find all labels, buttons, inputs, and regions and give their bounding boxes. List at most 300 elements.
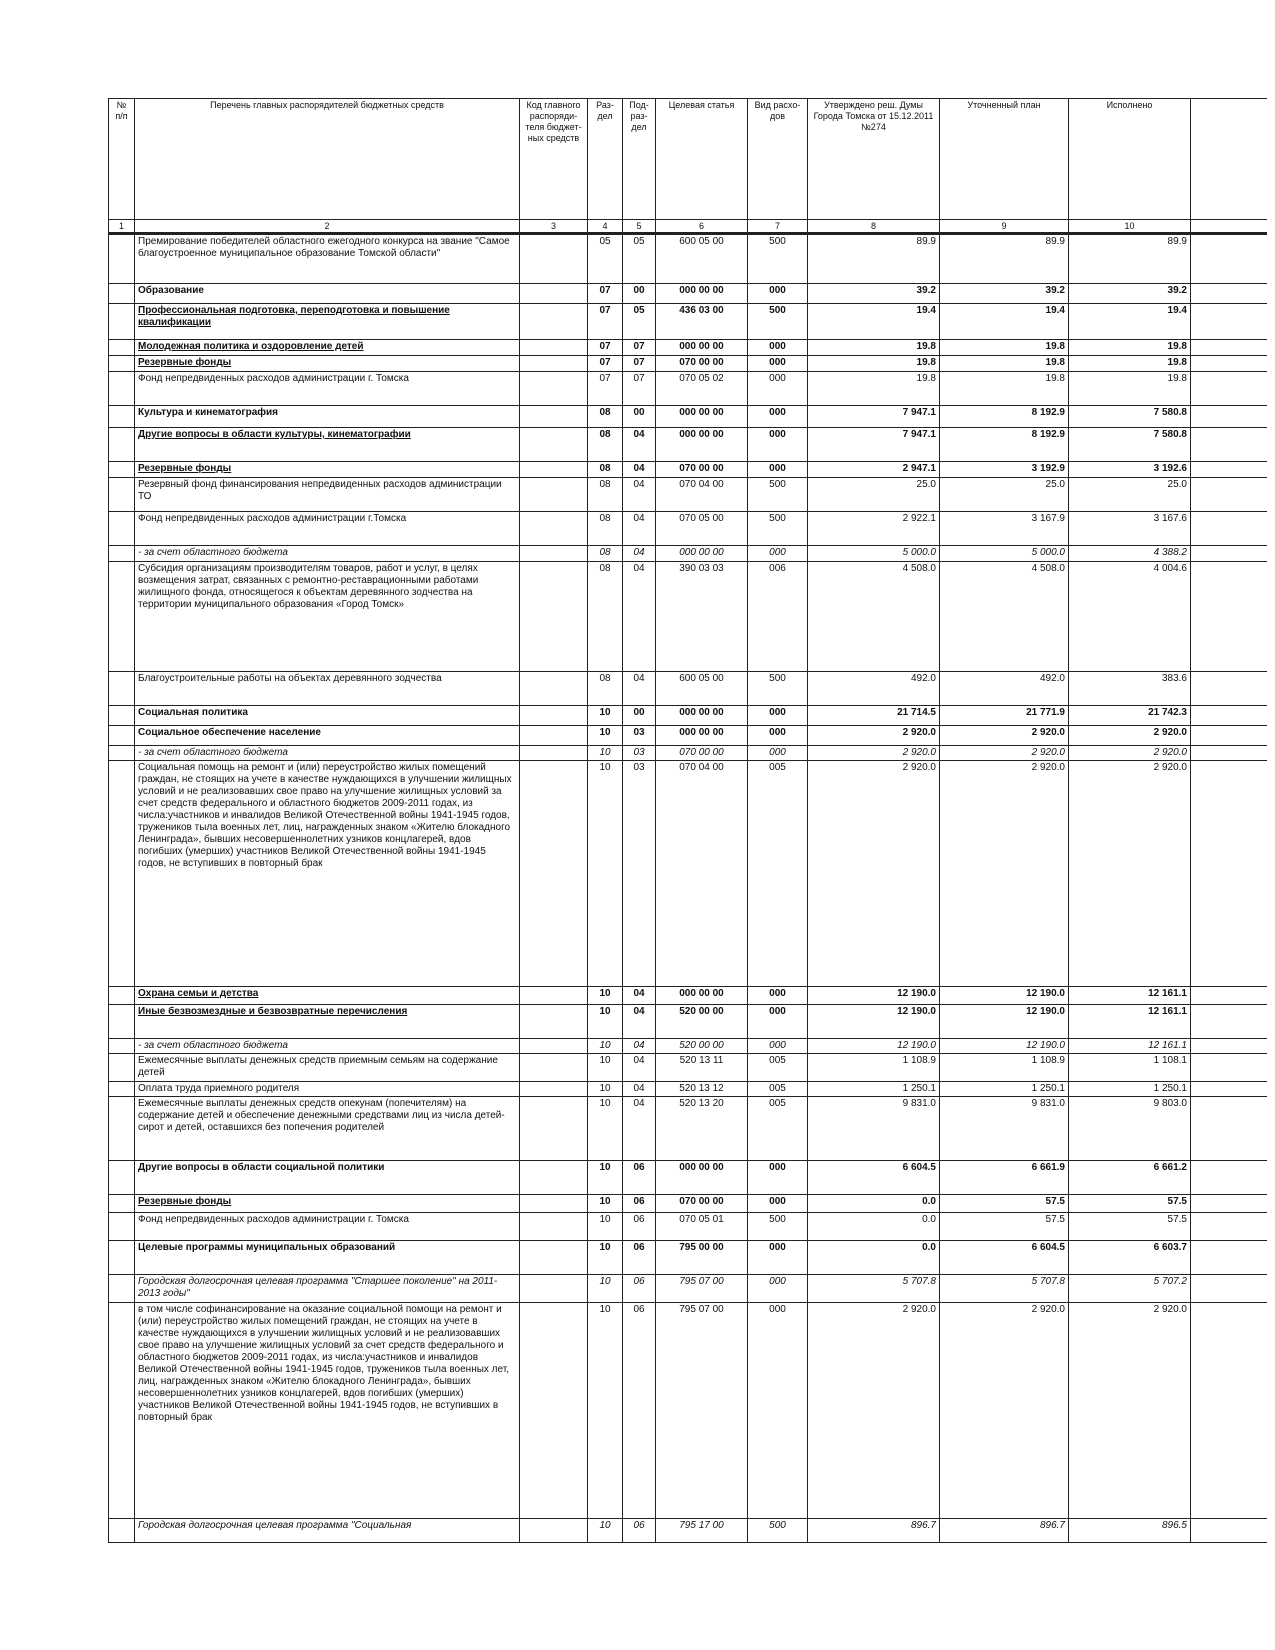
row-statya-cell: 070 00 00 — [656, 1195, 748, 1213]
row-plan-cell: 8 192.9 — [940, 428, 1069, 462]
row-podrazdel-cell: 04 — [623, 478, 656, 512]
row-plan-cell: 57.5 — [940, 1195, 1069, 1213]
row-approved-cell: 2 920.0 — [808, 761, 940, 987]
col-header-code: Код главного распоряди-теля бюджет-ных средств — [520, 99, 588, 220]
row-razdel-cell: 05 — [588, 234, 623, 284]
row-plan-cell: 19.8 — [940, 340, 1069, 356]
row-razdel-cell: 10 — [588, 1005, 623, 1039]
row-name-cell: Социальная помощь на ремонт и (или) переустройство жилых помещений граждан, не стоящих на учете в качестве нуждающихся в улучшении жилищных условий и не реализовавших свое право на улучшение жилищных условий за счет средств федерального и областного бюджетов 2009-2011 годах, из числа:участников и инвалидов Великой Отечественной войны 1941-1945 годов, тружеников тыла военных лет, лиц, награжденных знаком «Жителю блокадного Ленинграда», бывших несовершеннолетних узников концлагерей, вдов погибших (умерших) участников Великой Отечественной войны 1941-1945 годов, не вступивших в повторный брак — [135, 761, 520, 987]
row-number-cell — [109, 1303, 135, 1519]
row-number-cell — [109, 1213, 135, 1241]
row-vid-cell: 000 — [748, 428, 808, 462]
row-extra-cell — [1191, 234, 1275, 284]
row-name-cell: Субсидия организациям производителям товаров, работ и услуг, в целях возмещения затрат, связанных с ремонтно-реставрационными работами жилищного фонда, относящегося к объектам деревянного зодчества на территории муниципального образования «Город Томск» — [135, 562, 520, 672]
row-plan-cell: 19.8 — [940, 372, 1069, 406]
row-extra-cell — [1191, 1097, 1275, 1161]
row-vid-cell: 006 — [748, 562, 808, 672]
row-razdel-cell: 07 — [588, 372, 623, 406]
row-extra-cell — [1191, 428, 1275, 462]
row-extra-cell — [1191, 1161, 1275, 1195]
row-executed-cell: 5 707.2 — [1069, 1275, 1191, 1303]
row-code-cell — [520, 1303, 588, 1519]
row-podrazdel-cell: 06 — [623, 1519, 656, 1543]
row-razdel-cell: 08 — [588, 562, 623, 672]
row-number-cell — [109, 406, 135, 428]
row-vid-cell: 000 — [748, 1039, 808, 1054]
row-name-cell: Ежемесячные выплаты денежных средств приемным семьям на содержание детей — [135, 1054, 520, 1082]
row-number-cell — [109, 478, 135, 512]
row-plan-cell: 19.8 — [940, 356, 1069, 372]
row-plan-cell: 2 920.0 — [940, 1303, 1069, 1519]
row-approved-cell: 2 947.1 — [808, 462, 940, 478]
row-statya-cell: 070 04 00 — [656, 761, 748, 987]
row-vid-cell: 005 — [748, 1097, 808, 1161]
row-plan-cell: 12 190.0 — [940, 987, 1069, 1005]
row-executed-cell: 1 250.1 — [1069, 1082, 1191, 1097]
row-vid-cell: 000 — [748, 726, 808, 746]
row-podrazdel-cell: 07 — [623, 340, 656, 356]
row-number-cell — [109, 284, 135, 304]
row-number-cell — [109, 1005, 135, 1039]
row-code-cell — [520, 406, 588, 428]
row-plan-cell: 2 920.0 — [940, 761, 1069, 987]
row-number-cell — [109, 562, 135, 672]
row-statya-cell: 000 00 00 — [656, 726, 748, 746]
row-code-cell — [520, 1082, 588, 1097]
page-edge — [1267, 98, 1275, 1650]
row-podrazdel-cell: 00 — [623, 284, 656, 304]
row-name-cell: Фонд непредвиденных расходов администрации г.Томска — [135, 512, 520, 546]
row-extra-cell — [1191, 1303, 1275, 1519]
row-razdel-cell: 07 — [588, 340, 623, 356]
row-extra-cell — [1191, 406, 1275, 428]
row-extra-cell — [1191, 1275, 1275, 1303]
row-name-cell: Социальная политика — [135, 706, 520, 726]
row-number-cell — [109, 987, 135, 1005]
row-podrazdel-cell: 04 — [623, 546, 656, 562]
row-code-cell — [520, 1195, 588, 1213]
row-executed-cell: 19.8 — [1069, 356, 1191, 372]
row-number-cell — [109, 1241, 135, 1275]
row-vid-cell: 000 — [748, 1195, 808, 1213]
colnum: 3 — [520, 220, 588, 234]
row-name-cell: Профессиональная подготовка, переподготовка и повышение квалификации — [135, 304, 520, 340]
row-podrazdel-cell: 04 — [623, 462, 656, 478]
row-approved-cell: 7 947.1 — [808, 428, 940, 462]
row-approved-cell: 2 920.0 — [808, 1303, 940, 1519]
row-statya-cell: 070 00 00 — [656, 356, 748, 372]
row-statya-cell: 520 00 00 — [656, 1005, 748, 1039]
row-number-cell — [109, 761, 135, 987]
row-vid-cell: 500 — [748, 234, 808, 284]
row-name-cell: Иные безвозмездные и безвозвратные перечисления — [135, 1005, 520, 1039]
row-number-cell — [109, 726, 135, 746]
row-vid-cell: 000 — [748, 987, 808, 1005]
row-extra-cell — [1191, 706, 1275, 726]
row-extra-cell — [1191, 1213, 1275, 1241]
table-row — [109, 462, 1275, 478]
row-number-cell — [109, 1519, 135, 1543]
row-statya-cell: 070 05 02 — [656, 372, 748, 406]
row-code-cell — [520, 284, 588, 304]
row-code-cell — [520, 1241, 588, 1275]
row-executed-cell: 4 388.2 — [1069, 546, 1191, 562]
row-approved-cell: 6 604.5 — [808, 1161, 940, 1195]
row-extra-cell — [1191, 672, 1275, 706]
row-vid-cell: 500 — [748, 1213, 808, 1241]
table-row — [109, 1082, 1275, 1097]
row-approved-cell: 12 190.0 — [808, 1039, 940, 1054]
row-name-cell: Молодежная политика и оздоровление детей — [135, 340, 520, 356]
row-number-cell — [109, 1097, 135, 1161]
row-vid-cell: 000 — [748, 546, 808, 562]
row-approved-cell: 7 947.1 — [808, 406, 940, 428]
row-plan-cell: 492.0 — [940, 672, 1069, 706]
row-executed-cell: 2 920.0 — [1069, 1303, 1191, 1519]
row-number-cell — [109, 304, 135, 340]
row-approved-cell: 19.4 — [808, 304, 940, 340]
row-podrazdel-cell: 06 — [623, 1303, 656, 1519]
col-header-extra — [1191, 99, 1275, 220]
row-statya-cell: 520 13 11 — [656, 1054, 748, 1082]
row-code-cell — [520, 987, 588, 1005]
row-code-cell — [520, 672, 588, 706]
table-row — [109, 746, 1275, 761]
row-statya-cell: 070 00 00 — [656, 746, 748, 761]
table-row — [109, 987, 1275, 1005]
row-statya-cell: 795 17 00 — [656, 1519, 748, 1543]
colnum: 10 — [1069, 220, 1191, 234]
row-plan-cell: 2 920.0 — [940, 746, 1069, 761]
row-statya-cell: 070 00 00 — [656, 462, 748, 478]
row-code-cell — [520, 726, 588, 746]
row-statya-cell: 520 13 12 — [656, 1082, 748, 1097]
row-number-cell — [109, 1195, 135, 1213]
row-extra-cell — [1191, 1241, 1275, 1275]
row-statya-cell: 520 13 20 — [656, 1097, 748, 1161]
colnum: 1 — [109, 220, 135, 234]
row-name-cell: - за счет областного бюджета — [135, 746, 520, 761]
row-approved-cell: 4 508.0 — [808, 562, 940, 672]
row-podrazdel-cell: 05 — [623, 304, 656, 340]
row-executed-cell: 19.4 — [1069, 304, 1191, 340]
row-statya-cell: 390 03 03 — [656, 562, 748, 672]
row-statya-cell: 436 03 00 — [656, 304, 748, 340]
row-podrazdel-cell: 04 — [623, 1005, 656, 1039]
row-number-cell — [109, 1275, 135, 1303]
row-number-cell — [109, 1161, 135, 1195]
row-razdel-cell: 08 — [588, 478, 623, 512]
row-extra-cell — [1191, 478, 1275, 512]
table-row — [109, 672, 1275, 706]
row-code-cell — [520, 1039, 588, 1054]
row-number-cell — [109, 1054, 135, 1082]
row-statya-cell: 795 00 00 — [656, 1241, 748, 1275]
row-code-cell — [520, 1275, 588, 1303]
row-razdel-cell: 08 — [588, 406, 623, 428]
row-vid-cell: 000 — [748, 1161, 808, 1195]
table-row — [109, 1039, 1275, 1054]
row-razdel-cell: 10 — [588, 1097, 623, 1161]
row-plan-cell: 57.5 — [940, 1213, 1069, 1241]
row-vid-cell: 000 — [748, 1275, 808, 1303]
row-statya-cell: 000 00 00 — [656, 706, 748, 726]
row-podrazdel-cell: 03 — [623, 746, 656, 761]
row-extra-cell — [1191, 372, 1275, 406]
row-statya-cell: 070 05 01 — [656, 1213, 748, 1241]
row-plan-cell: 6 604.5 — [940, 1241, 1069, 1275]
table-row — [109, 1005, 1275, 1039]
row-executed-cell: 19.8 — [1069, 340, 1191, 356]
row-statya-cell: 600 05 00 — [656, 234, 748, 284]
table-row — [109, 1054, 1275, 1082]
table-row — [109, 1213, 1275, 1241]
row-approved-cell: 0.0 — [808, 1195, 940, 1213]
row-vid-cell: 000 — [748, 356, 808, 372]
row-statya-cell: 000 00 00 — [656, 406, 748, 428]
column-numbers-row — [109, 220, 1275, 234]
table-row — [109, 1161, 1275, 1195]
row-approved-cell: 89.9 — [808, 234, 940, 284]
row-code-cell — [520, 746, 588, 761]
row-razdel-cell: 10 — [588, 987, 623, 1005]
row-podrazdel-cell: 04 — [623, 1082, 656, 1097]
row-number-cell — [109, 356, 135, 372]
row-extra-cell — [1191, 340, 1275, 356]
row-number-cell — [109, 1082, 135, 1097]
col-header-vid: Вид расхо-дов — [748, 99, 808, 220]
row-plan-cell: 1 108.9 — [940, 1054, 1069, 1082]
row-razdel-cell: 10 — [588, 761, 623, 987]
row-code-cell — [520, 1161, 588, 1195]
row-plan-cell: 896.7 — [940, 1519, 1069, 1543]
row-number-cell — [109, 706, 135, 726]
row-extra-cell — [1191, 1082, 1275, 1097]
budget-table — [108, 98, 1275, 1543]
row-code-cell — [520, 304, 588, 340]
table-row — [109, 284, 1275, 304]
row-plan-cell: 12 190.0 — [940, 1005, 1069, 1039]
table-row — [109, 340, 1275, 356]
row-vid-cell: 000 — [748, 1241, 808, 1275]
row-approved-cell: 5 000.0 — [808, 546, 940, 562]
row-name-cell: Резервные фонды — [135, 1195, 520, 1213]
row-executed-cell: 7 580.8 — [1069, 428, 1191, 462]
table-row — [109, 1275, 1275, 1303]
row-number-cell — [109, 1039, 135, 1054]
row-statya-cell: 795 07 00 — [656, 1275, 748, 1303]
row-code-cell — [520, 428, 588, 462]
row-approved-cell: 2 922.1 — [808, 512, 940, 546]
row-extra-cell — [1191, 1519, 1275, 1543]
row-razdel-cell: 10 — [588, 1213, 623, 1241]
table-row — [109, 546, 1275, 562]
row-executed-cell: 383.6 — [1069, 672, 1191, 706]
row-name-cell: Городская долгосрочная целевая программа "Социальная — [135, 1519, 520, 1543]
row-extra-cell — [1191, 1195, 1275, 1213]
row-executed-cell: 89.9 — [1069, 234, 1191, 284]
row-approved-cell: 1 250.1 — [808, 1082, 940, 1097]
row-vid-cell: 005 — [748, 1054, 808, 1082]
row-approved-cell: 896.7 — [808, 1519, 940, 1543]
row-code-cell — [520, 340, 588, 356]
row-approved-cell: 0.0 — [808, 1213, 940, 1241]
row-vid-cell: 000 — [748, 284, 808, 304]
colnum: 6 — [656, 220, 748, 234]
row-razdel-cell: 10 — [588, 1195, 623, 1213]
row-approved-cell: 21 714.5 — [808, 706, 940, 726]
table-row — [109, 428, 1275, 462]
row-name-cell: Фонд непредвиденных расходов администрации г. Томска — [135, 1213, 520, 1241]
row-number-cell — [109, 234, 135, 284]
row-podrazdel-cell: 04 — [623, 1097, 656, 1161]
row-extra-cell — [1191, 761, 1275, 987]
header-row — [109, 99, 1275, 220]
row-razdel-cell: 10 — [588, 726, 623, 746]
row-podrazdel-cell: 06 — [623, 1161, 656, 1195]
row-number-cell — [109, 372, 135, 406]
row-executed-cell: 57.5 — [1069, 1213, 1191, 1241]
row-number-cell — [109, 546, 135, 562]
row-plan-cell: 5 707.8 — [940, 1275, 1069, 1303]
table-row — [109, 512, 1275, 546]
row-razdel-cell: 10 — [588, 1241, 623, 1275]
row-code-cell — [520, 372, 588, 406]
table-row — [109, 1195, 1275, 1213]
row-executed-cell: 12 161.1 — [1069, 1005, 1191, 1039]
table-row — [109, 761, 1275, 987]
row-code-cell — [520, 1005, 588, 1039]
row-number-cell — [109, 672, 135, 706]
row-plan-cell: 2 920.0 — [940, 726, 1069, 746]
row-executed-cell: 6 603.7 — [1069, 1241, 1191, 1275]
row-code-cell — [520, 1519, 588, 1543]
row-vid-cell: 005 — [748, 761, 808, 987]
row-podrazdel-cell: 04 — [623, 1054, 656, 1082]
row-approved-cell: 12 190.0 — [808, 1005, 940, 1039]
row-razdel-cell: 10 — [588, 706, 623, 726]
row-plan-cell: 6 661.9 — [940, 1161, 1069, 1195]
row-extra-cell — [1191, 462, 1275, 478]
table-row — [109, 1241, 1275, 1275]
row-vid-cell: 000 — [748, 406, 808, 428]
row-vid-cell: 000 — [748, 462, 808, 478]
row-razdel-cell: 07 — [588, 284, 623, 304]
row-razdel-cell: 10 — [588, 1039, 623, 1054]
row-razdel-cell: 08 — [588, 546, 623, 562]
row-name-cell: Резервные фонды — [135, 462, 520, 478]
row-approved-cell: 2 920.0 — [808, 726, 940, 746]
row-razdel-cell: 08 — [588, 428, 623, 462]
row-executed-cell: 2 920.0 — [1069, 761, 1191, 987]
row-executed-cell: 25.0 — [1069, 478, 1191, 512]
row-executed-cell: 1 108.1 — [1069, 1054, 1191, 1082]
colnum: 4 — [588, 220, 623, 234]
row-statya-cell: 000 00 00 — [656, 1161, 748, 1195]
row-extra-cell — [1191, 562, 1275, 672]
col-header-number: № п/п — [109, 99, 135, 220]
row-vid-cell: 500 — [748, 478, 808, 512]
row-executed-cell: 39.2 — [1069, 284, 1191, 304]
table-row — [109, 1519, 1275, 1543]
row-vid-cell: 000 — [748, 340, 808, 356]
table-row — [109, 478, 1275, 512]
row-extra-cell — [1191, 304, 1275, 340]
colnum: 8 — [808, 220, 940, 234]
row-name-cell: Целевые программы муниципальных образований — [135, 1241, 520, 1275]
row-vid-cell: 000 — [748, 746, 808, 761]
row-razdel-cell: 10 — [588, 746, 623, 761]
row-executed-cell: 57.5 — [1069, 1195, 1191, 1213]
row-statya-cell: 000 00 00 — [656, 340, 748, 356]
row-vid-cell: 005 — [748, 1082, 808, 1097]
row-name-cell: в том числе софинансирование на оказание социальной помощи на ремонт и (или) переустройство жилых помещений граждан, не стоящих на учете в качестве нуждающихся в улучшении жилищных условий и не реализовавших свое право на улучшение жилищных условий за счет средств федерального и областного бюджетов 2009-2011 годах, из числа:участников и инвалидов Великой Отечественной войны 1941-1945 годов, тружеников тыла военных лет, лиц, награжденных знаком «Жителю блокадного Ленинграда», бывших несовершеннолетних узников концлагерей, вдов погибших (умерших) участников Великой Отечественной войны 1941-1945 годов, не вступивших в повторный брак — [135, 1303, 520, 1519]
col-header-podrazdel: Под-раз-дел — [623, 99, 656, 220]
row-extra-cell — [1191, 284, 1275, 304]
row-executed-cell: 4 004.6 — [1069, 562, 1191, 672]
row-executed-cell: 12 161.1 — [1069, 987, 1191, 1005]
row-extra-cell — [1191, 1005, 1275, 1039]
row-code-cell — [520, 562, 588, 672]
row-name-cell: Фонд непредвиденных расходов администрации г. Томска — [135, 372, 520, 406]
table-row — [109, 1097, 1275, 1161]
row-vid-cell: 500 — [748, 1519, 808, 1543]
row-plan-cell: 21 771.9 — [940, 706, 1069, 726]
row-podrazdel-cell: 04 — [623, 987, 656, 1005]
col-header-statya: Целевая статья — [656, 99, 748, 220]
row-name-cell: - за счет областного бюджета — [135, 546, 520, 562]
row-extra-cell — [1191, 746, 1275, 761]
row-name-cell: Премирование победителей областного ежегодного конкурса на звание "Самое благоустроенное муниципальное образование Томской области" — [135, 234, 520, 284]
row-podrazdel-cell: 06 — [623, 1241, 656, 1275]
row-executed-cell: 6 661.2 — [1069, 1161, 1191, 1195]
row-code-cell — [520, 462, 588, 478]
row-razdel-cell: 08 — [588, 512, 623, 546]
row-code-cell — [520, 706, 588, 726]
row-vid-cell: 500 — [748, 304, 808, 340]
row-podrazdel-cell: 04 — [623, 1039, 656, 1054]
row-executed-cell: 7 580.8 — [1069, 406, 1191, 428]
row-name-cell: Резервный фонд финансирования непредвиденных расходов администрации ТО — [135, 478, 520, 512]
row-plan-cell: 1 250.1 — [940, 1082, 1069, 1097]
row-vid-cell: 000 — [748, 372, 808, 406]
col-header-executed: Исполнено — [1069, 99, 1191, 220]
row-extra-cell — [1191, 512, 1275, 546]
row-plan-cell: 5 000.0 — [940, 546, 1069, 562]
row-executed-cell: 3 167.6 — [1069, 512, 1191, 546]
row-razdel-cell: 10 — [588, 1054, 623, 1082]
table-row — [109, 234, 1275, 284]
row-podrazdel-cell: 06 — [623, 1275, 656, 1303]
row-razdel-cell: 08 — [588, 462, 623, 478]
row-name-cell: Образование — [135, 284, 520, 304]
row-vid-cell: 000 — [748, 706, 808, 726]
row-statya-cell: 000 00 00 — [656, 987, 748, 1005]
row-code-cell — [520, 1097, 588, 1161]
col-header-razdel: Раз-дел — [588, 99, 623, 220]
row-statya-cell: 070 04 00 — [656, 478, 748, 512]
row-plan-cell: 3 192.9 — [940, 462, 1069, 478]
row-extra-cell — [1191, 987, 1275, 1005]
row-statya-cell: 520 00 00 — [656, 1039, 748, 1054]
row-number-cell — [109, 340, 135, 356]
row-executed-cell: 21 742.3 — [1069, 706, 1191, 726]
row-razdel-cell: 07 — [588, 356, 623, 372]
row-podrazdel-cell: 03 — [623, 726, 656, 746]
row-executed-cell: 9 803.0 — [1069, 1097, 1191, 1161]
row-executed-cell: 2 920.0 — [1069, 746, 1191, 761]
row-statya-cell: 000 00 00 — [656, 546, 748, 562]
